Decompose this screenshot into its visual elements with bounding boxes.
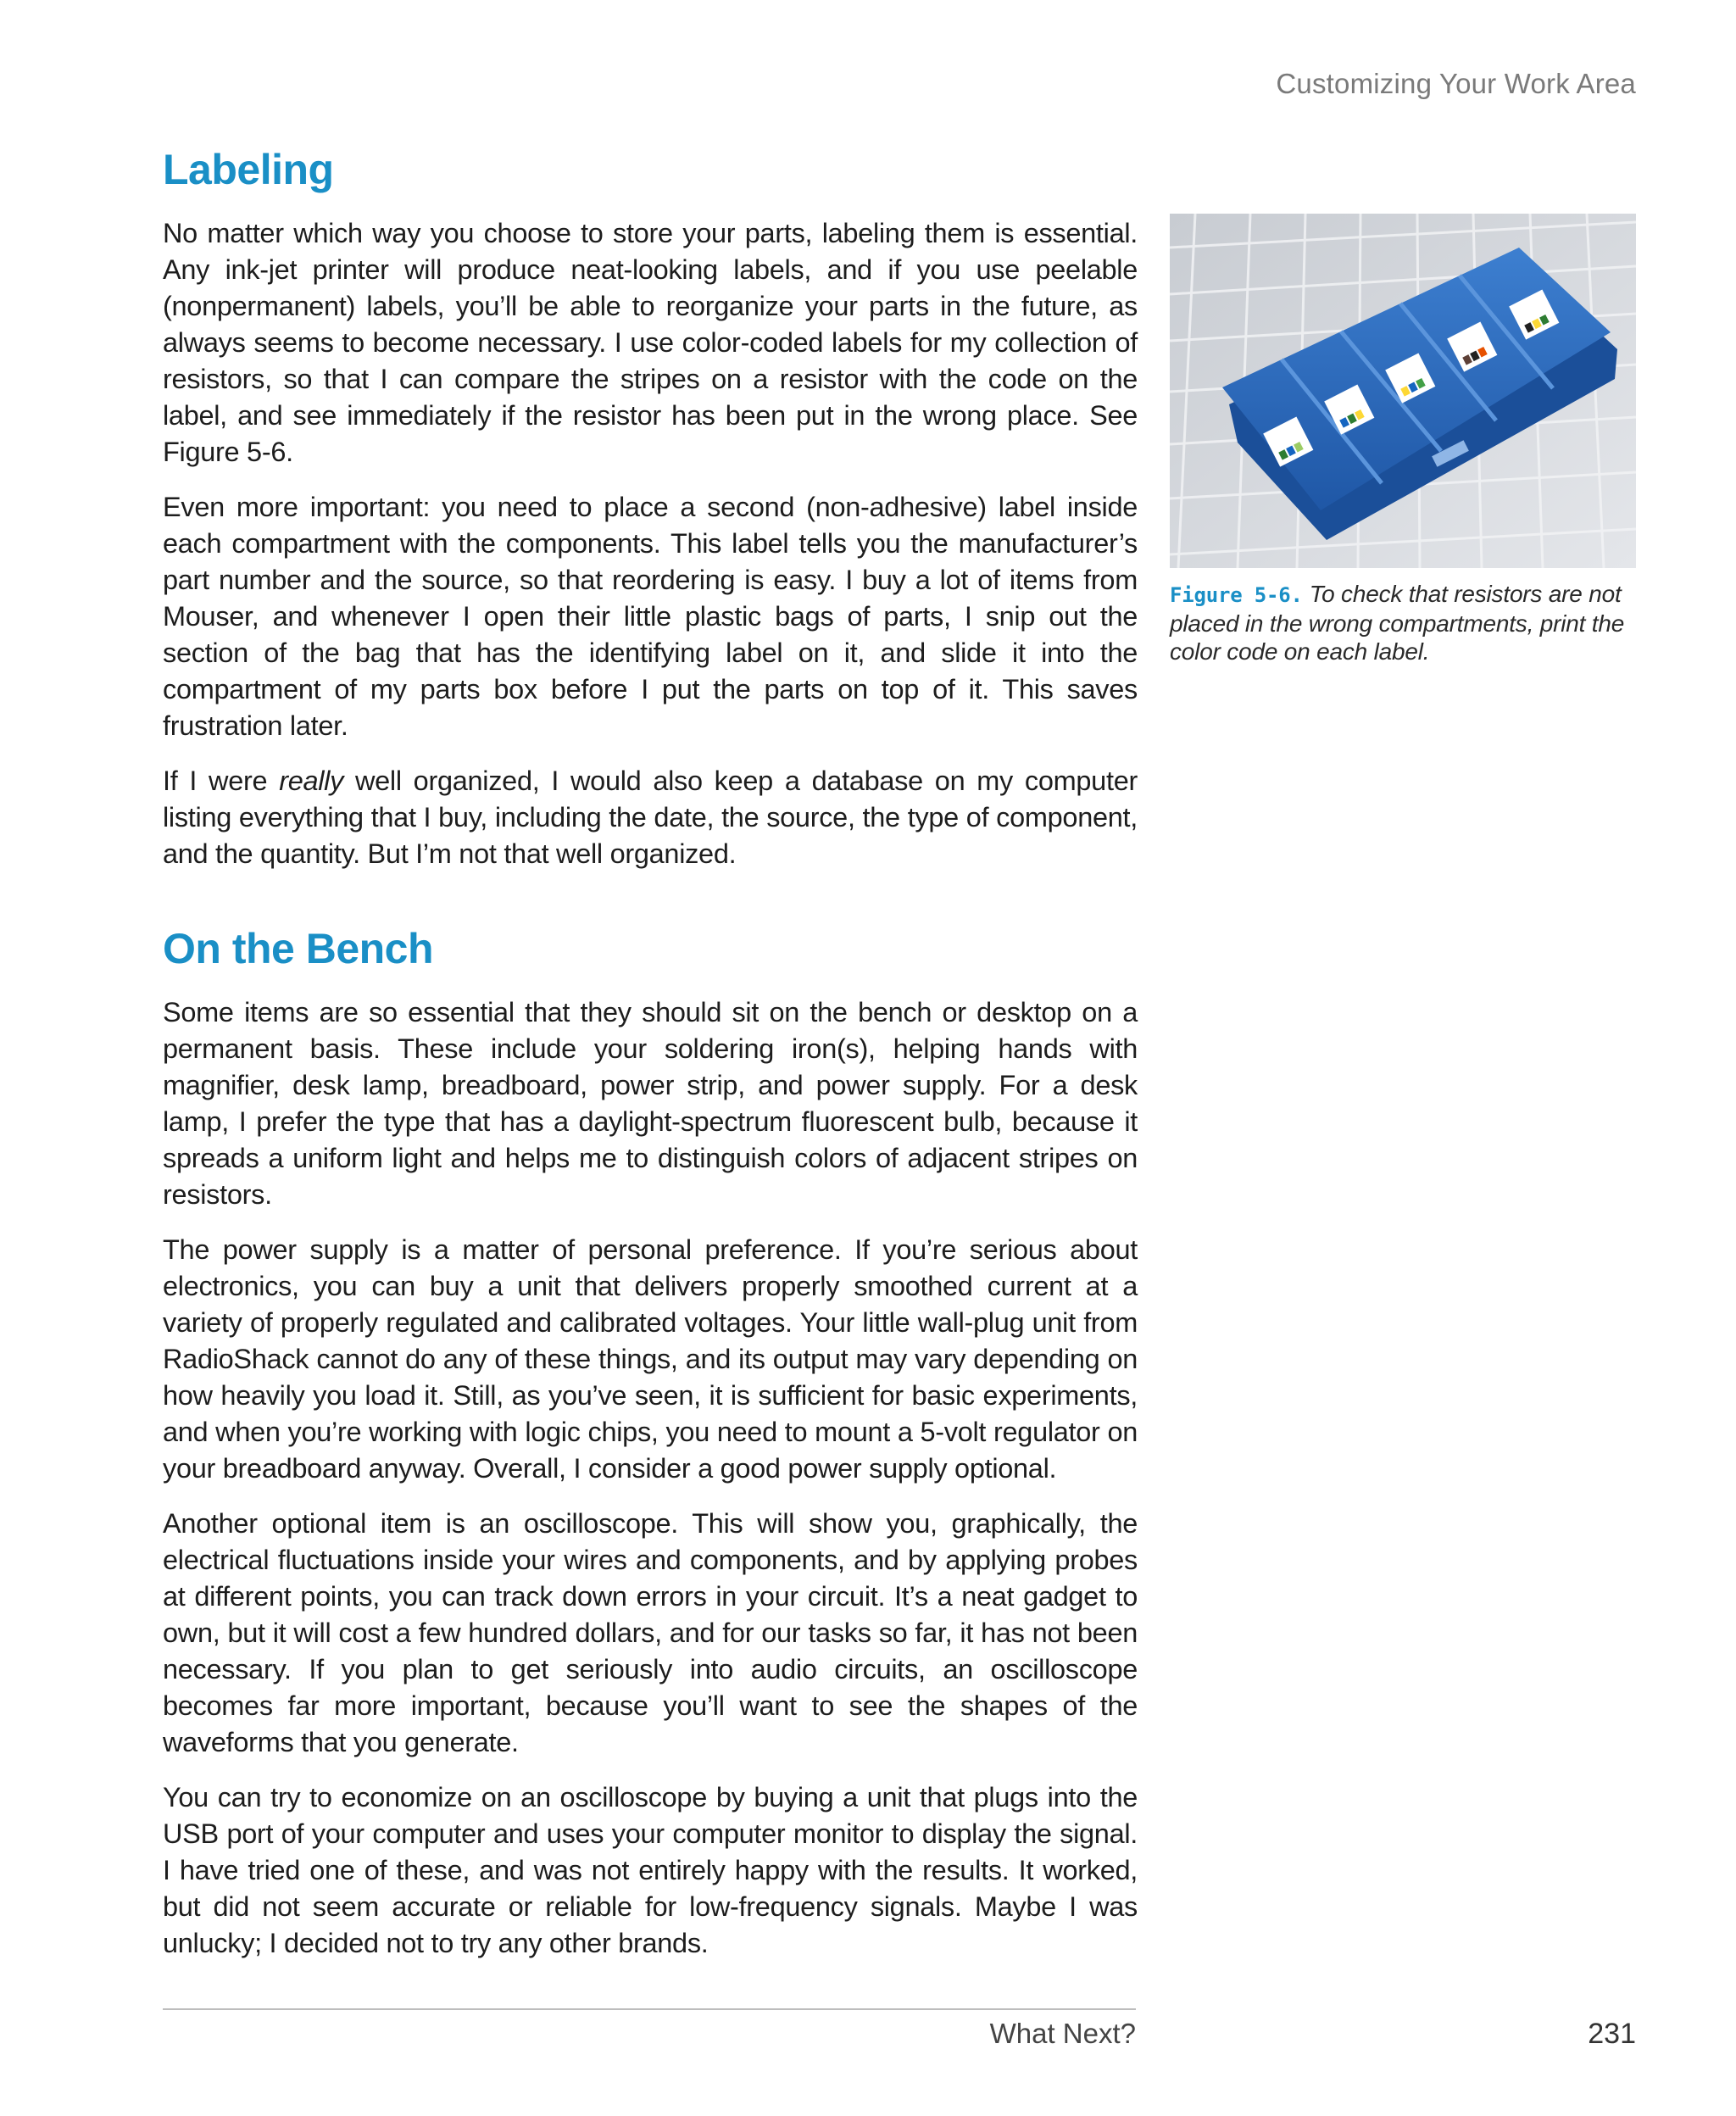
figure-caption-text: To check that resistors are not placed in the wrong compartments, print the color code on each label. [1170, 581, 1625, 665]
paragraph [163, 763, 1138, 872]
paragraph: Even more important: you need to place a second (non-adhesive) label inside each compartment with the components. This label tells you the manufacturer’s part number and the source, so that reordering is easy. I buy a lot of items from Mouser, and whenever I open their little plastic bags of parts, I snip out the section of the bag that has the identifying label on it, and slide it into the compartment of my parts box before I put the parts on top of it. This saves frustration later. [163, 492, 1138, 741]
emphasis-text: really [279, 766, 344, 796]
paragraph: Some items are so essential that they should sit on the bench or desktop on a permanent basis. These include your soldering iron(s), helping hands with magnifier, desk lamp, breadboard, power strip, and power supply. For a desk lamp, I prefer the type that has a daylight-spectrum fluorescent bulb, because it spreads a uniform light and helps me to distinguish colors of adjacent stripes on resistors. [163, 997, 1138, 1210]
section-heading-on-the-bench: On the Bench [163, 925, 434, 972]
paragraph-text: well organized, I would also keep a database on my computer listing everything that I buy, including the date, the source, the type of component, and the quantity. But I’m not that well organized. [163, 766, 1138, 869]
main-column [163, 136, 1138, 1980]
footer-chapter-title: What Next? [989, 2018, 1136, 2049]
paragraph: The power supply is a matter of personal preference. If you’re serious about electronics, you can buy a unit that delivers properly smoothed current at a variety of properly regulated and calibrated voltages. Your little wall-plug unit from RadioShack cannot do any of these things, and its output may vary depending on how heavily you load it. Still, as you’ve seen, it is sufficient for basic experiments, and when you’re working with logic chips, you need to mount a 5-volt regulator on your breadboard anyway. Overall, I consider a good power supply optional. [163, 1234, 1138, 1484]
parts-box-photo [1170, 214, 1636, 568]
paragraph-text: If I were [163, 766, 280, 796]
paragraph: Another optional item is an oscilloscope. This will show you, graphically, the electrical fluctuations inside your wires and components, and by applying probes at different points, you can track down errors in your circuit. It’s a neat gadget to own, but it will cost a few hundred dollars, and for our tasks so far, it has not been necessary. If you plan to get seriously into audio circuits, an oscilloscope becomes far more important, because you’ll want to see the shapes of the waveforms that you generate. [163, 1508, 1138, 1757]
running-head: Customizing Your Work Area [1276, 68, 1636, 99]
paragraph: You can try to economize on an oscilloscope by buying a unit that plugs into the USB port of your computer and uses your computer monitor to display the signal. I have tried one of these, and was not entirely happy with the results. It worked, but did not seem accurate or reliable for low-frequency signals. Maybe I was unlucky; I decided not to try any other brands. [163, 1782, 1138, 1958]
section-heading-labeling: Labeling [163, 146, 334, 193]
footer-rule [163, 2008, 1136, 2010]
paragraph: No matter which way you choose to store your parts, labeling them is essential. Any ink-jet printer will produce neat-looking labels, and if you use peelable (nonpermanent) labels, you’ll be able to reorganize your parts in the future, as always seems to become necessary. I use color-coded labels for my collection of resistors, so that I can compare the stripes on a resistor with the code on the label, and see immediately if the resistor has been put in the wrong place. See Figure 5-6. [163, 218, 1138, 467]
figure-5-6 [1170, 214, 1636, 665]
figure-number: Figure 5-6. [1170, 583, 1303, 607]
page-number: 231 [1588, 2018, 1636, 2050]
figure-caption [1170, 580, 1636, 665]
